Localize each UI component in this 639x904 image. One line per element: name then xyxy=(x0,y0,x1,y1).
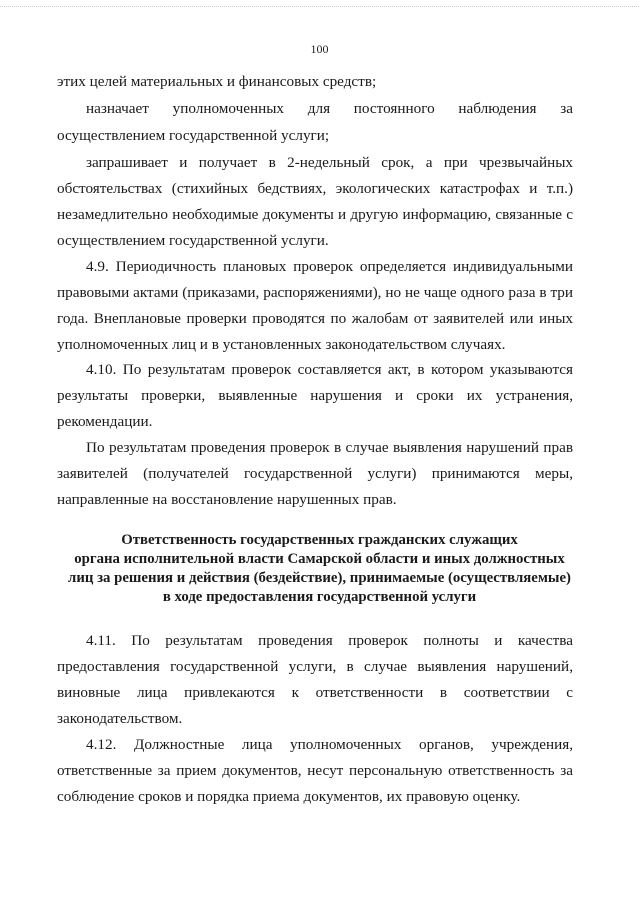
text-line: уполномоченных лиц и в установленных законодательством случаях. xyxy=(57,336,506,353)
scan-edge-line xyxy=(0,6,639,7)
text-line: назначает уполномоченных для постоянного наблюдения за xyxy=(86,100,573,117)
text-line: заявителей (получателей государственной услуги) принимаются меры, xyxy=(57,465,573,482)
text-line: осуществлением государственной услуги; xyxy=(57,127,330,144)
text-line: законодательством. xyxy=(57,710,183,727)
text-line: 4.9. Периодичность плановых проверок определяется индивидуальными xyxy=(86,258,573,275)
text-line: направленные на восстановление нарушенных прав. xyxy=(57,491,397,508)
text-line: ответственные за прием документов, несут персональную ответственность за xyxy=(57,762,573,779)
section-heading-line: органа исполнительной власти Самарской области и иных должностных xyxy=(74,551,565,567)
text-line: этих целей материальных и финансовых средств; xyxy=(57,73,377,90)
text-line: соблюдение сроков и порядка приема документов, их правовую оценку. xyxy=(57,788,521,805)
section-heading-line: Ответственность государственных гражданских служащих xyxy=(121,532,518,548)
text-line: незамедлительно необходимые документы и другую информацию, связанные с xyxy=(57,206,573,223)
text-line: 4.11. По результатам проведения проверок полноты и качества xyxy=(86,632,573,649)
text-line: рекомендации. xyxy=(57,413,153,430)
text-line: виновные лица привлекаются к ответственности в соответствии с xyxy=(57,684,573,701)
text-line: предоставления государственной услуги, в случае выявления нарушений, xyxy=(57,658,573,675)
text-line: осуществлением государственной услуги. xyxy=(57,232,329,249)
text-line: правовыми актами (приказами, распоряжениями), но не чаще одного раза в три xyxy=(57,284,573,301)
text-line: года. Внеплановые проверки проводятся по жалобам от заявителей или иных xyxy=(57,310,573,327)
text-line: 4.12. Должностные лица уполномоченных органов, учреждения, xyxy=(86,736,573,753)
text-line: По результатам проведения проверок в случае выявления нарушений прав xyxy=(86,439,573,456)
text-line: результаты проверки, выявленные нарушения и сроки их устранения, xyxy=(57,387,573,404)
section-heading-line: лиц за решения и действия (бездействие), принимаемые (осуществляемые) xyxy=(68,570,571,586)
section-heading-line: в ходе предоставления государственной услуги xyxy=(162,589,477,605)
text-line: запрашивает и получает в 2-недельный срок, а при чрезвычайных xyxy=(86,154,573,171)
text-line: обстоятельствах (стихийных бедствиях, экологических катастрофах и т.п.) xyxy=(57,180,573,197)
text-line: 4.10. По результатам проверок составляется акт, в котором указываются xyxy=(86,361,573,378)
page-number: 100 xyxy=(310,42,329,56)
